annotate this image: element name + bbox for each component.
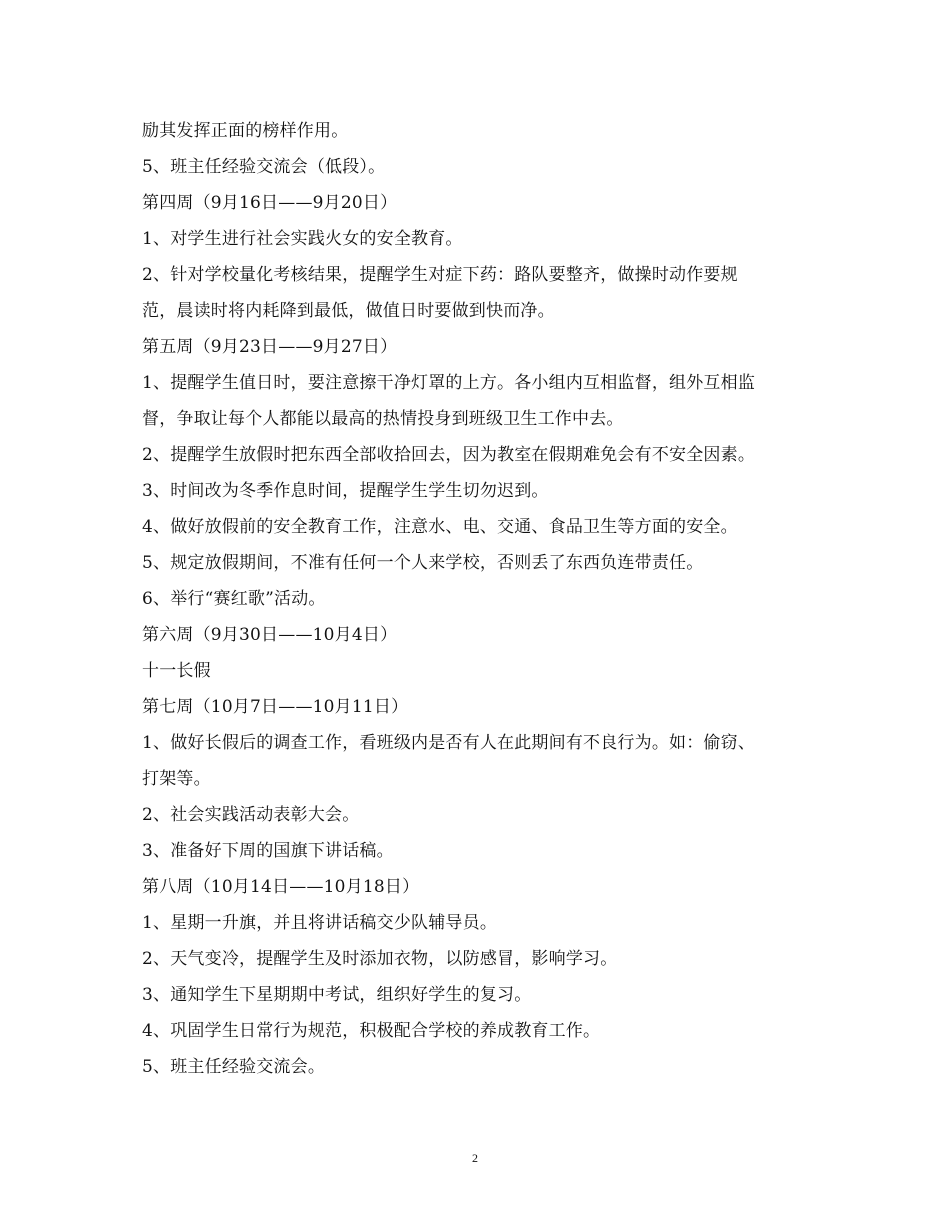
text-line: 3、通知学生下星期期中考试，组织好学生的复习。 [142, 985, 532, 1005]
document-body [142, 113, 822, 1085]
week-heading: 第七周（10月7日——10月11日） [142, 697, 409, 717]
week-heading: 第四周（9月16日——9月20日） [142, 193, 398, 213]
week-heading: 第五周（9月23日——9月27日） [142, 337, 398, 357]
text-line: 5、班主任经验交流会（低段）。 [142, 157, 386, 177]
text-line: 6、举行“赛红歌”活动。 [142, 589, 326, 609]
text-line: 打架等。 [142, 769, 211, 789]
text-line: 范，晨读时将内耗降到最低，做值日时要做到快而净。 [142, 301, 555, 321]
text-line: 2、针对学校量化考核结果，提醒学生对症下药：路队要整齐，做操时动作要规 [142, 265, 738, 285]
page-number: 2 [472, 1151, 478, 1165]
text-line: 1、对学生进行社会实践火女的安全教育。 [142, 229, 463, 249]
text-line: 3、时间改为冬季作息时间，提醒学生学生切勿迟到。 [142, 481, 549, 501]
text-line: 2、提醒学生放假时把东西全部收拾回去，因为教室在假期难免会有不安全因素。 [142, 445, 756, 465]
text-line: 1、做好长假后的调查工作，看班级内是否有人在此期间有不良行为。如：偷窃、 [142, 733, 756, 753]
text-line: 3、准备好下周的国旗下讲话稿。 [142, 841, 394, 861]
week-heading: 第六周（9月30日——10月4日） [142, 625, 398, 645]
text-line: 十一长假 [142, 661, 211, 681]
text-line: 5、规定放假期间，不准有任何一个人来学校，否则丢了东西负连带责任。 [142, 553, 704, 573]
text-line: 4、做好放假前的安全教育工作，注意水、电、交通、食品卫生等方面的安全。 [142, 517, 738, 537]
text-line: 5、班主任经验交流会。 [142, 1057, 326, 1077]
week-heading: 第八周（10月14日——10月18日） [142, 877, 420, 897]
text-line: 2、社会实践活动表彰大会。 [142, 805, 360, 825]
text-line: 4、巩固学生日常行为规范，积极配合学校的养成教育工作。 [142, 1021, 601, 1041]
text-line: 励其发挥正面的榜样作用。 [142, 121, 349, 141]
text-line: 督，争取让每个人都能以最高的热情投身到班级卫生工作中去。 [142, 409, 624, 429]
text-line: 1、提醒学生值日时，要注意擦干净灯罩的上方。各小组内互相监督，组外互相监 [142, 373, 756, 393]
text-line: 1、星期一升旗，并且将讲话稿交少队辅导员。 [142, 913, 498, 933]
text-line: 2、天气变冷，提醒学生及时添加衣物，以防感冒，影响学习。 [142, 949, 618, 969]
